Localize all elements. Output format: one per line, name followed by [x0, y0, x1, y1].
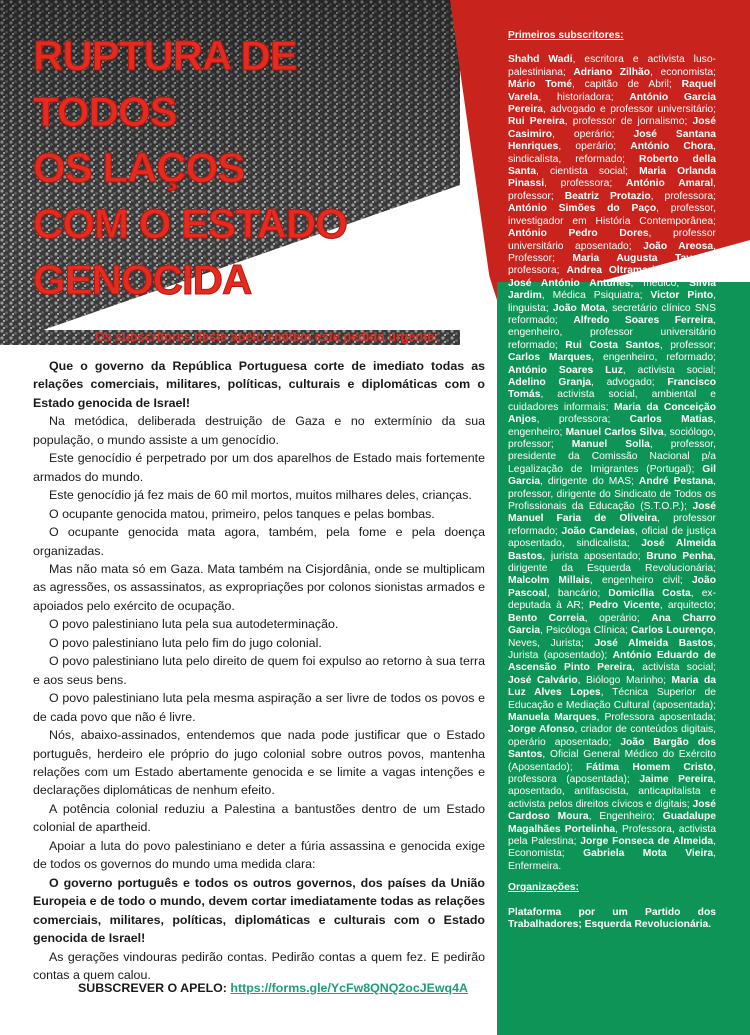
subscriber-role: , Neves, Jurista; — [508, 625, 716, 649]
subscriber-role: , professor universitário aposentado; — [508, 228, 716, 252]
subscriber-role: , advogado e professor universitário; — [542, 104, 716, 116]
subscriber-name: Maria Augusta Tavares — [572, 252, 714, 264]
appeal-paragraph: O ocupante genocida mata agora, também, pela fome e pela doença organizadas. — [33, 525, 485, 558]
appeal-paragraph: Este genocídio é perpetrado por um dos aparelhos de Estado mais fortemente armados do mundo. — [33, 451, 485, 484]
subscriber-role: , bancário; — [546, 587, 609, 599]
subscriber-name: Gabriela Mota Vieira — [583, 848, 714, 860]
appeal-paragraph: Este genocídio já fez mais de 60 mil mortos, muitos milhares deles, crianças. — [49, 488, 472, 503]
subscriber-role: , Técnica Superior de Educação e Mediação Cultural (aposentada); — [508, 687, 717, 711]
subscriber-name: José Almeida Bastos — [594, 637, 714, 649]
subscriber-role: , Jurista (aposentado); — [508, 637, 716, 661]
title-line: OS LAÇOS — [33, 144, 245, 191]
subscriber-role: , activista social; — [622, 364, 716, 376]
title-line: GENOCIDA — [33, 256, 252, 303]
subscriber-name: Carlos Lourenço — [631, 625, 714, 637]
title-line: RUPTURA DE TODOS — [33, 32, 297, 135]
subscriber-role: , médico; — [630, 277, 690, 289]
subscriber-role: , activista social, ambiental e cuidadores informais; — [508, 389, 716, 413]
subscriber-name: Mário Tomé — [508, 79, 572, 91]
subscriber-role: , engenheiro, reformado; — [591, 352, 716, 364]
subscriber-name: António Amaral — [625, 178, 714, 190]
subscriber-role: , dirigente do MAS; — [540, 476, 639, 488]
subscriber-role: , aposentado, antifascista, anticapitalista e activista pelos direitos cívicos e digitais; — [508, 773, 716, 810]
appeal-paragraph: Nós, abaixo-assinados, entendemos que nada pode justificar que o Estado português, herdeiro ele próprio do jugo colonial sobre outros povos, mantenha relações com um Estado abertamente genocida e se limite a vagas intenções e declarações diplomáticas de nenhum efeito. — [33, 728, 485, 798]
page-title — [33, 28, 393, 308]
subscribers-column — [508, 30, 716, 931]
subscriber-role: , cientista social; — [536, 166, 640, 178]
subscriber-role: , sindicalista, reformado; — [508, 141, 716, 165]
subscriber-name: Rui Pereira — [508, 116, 565, 128]
subscriber-name: Bento Correia — [508, 612, 585, 624]
subscriber-name: Guadalupe Magalhães Portelinha — [508, 811, 716, 835]
appeal-paragraph: O povo palestiniano luta pelo direito de quem foi expulso ao retorno à sua terra e aos seus bens. — [33, 654, 485, 687]
subscriber-role: , Médica Psiquiatra; — [541, 290, 651, 302]
subscriber-role: , Engenheiro; — [588, 811, 663, 823]
subscriber-name: Manuel Solla — [571, 439, 650, 450]
subscriber-role: , Oficial General Médico do Exército (Aposentado); — [508, 749, 716, 773]
subscriber-name: Shahd Wadi — [508, 54, 573, 66]
subscriber-name: José Calvário — [508, 674, 578, 686]
subscriber-role: , economista; — [650, 66, 716, 78]
subscriber-name: Jorge Afonso — [508, 724, 575, 736]
subscriber-name: Manuela Marques — [508, 711, 597, 723]
appeal-paragraph: O povo palestiniano luta pela mesma aspiração a ser livre de todos os povos e de cada povo que não é livre. — [33, 691, 485, 724]
subscriber-name: João Areosa — [643, 240, 714, 252]
subscriber-role: , secretário clínico SNS reformado; — [508, 302, 716, 326]
subscriber-role: , professor, investigador em História Contemporânea; — [508, 203, 716, 227]
subscriber-role: , professora; — [544, 178, 626, 190]
subscriber-role: , Professor; — [508, 240, 716, 264]
subscriber-name: José Casimiro — [508, 116, 717, 140]
subscriber-name: António Eduardo de Ascensão Pinto Pereira — [508, 649, 717, 674]
subscriber-name: António Pedro Dores — [508, 228, 649, 240]
appeal-paragraph: Que o governo da República Portuguesa corte de imediato todas as relações comerciais, militares, políticas, culturais e diplomáticas com o Estado genocida de Israel! — [33, 359, 485, 410]
subscriber-role: , Psicóloga Clínica; — [540, 625, 632, 637]
subscriber-role: , professor de jornalismo; — [564, 116, 693, 128]
subscriber-role: , engenheiro; — [508, 414, 716, 438]
appeal-paragraph: O ocupante genocida matou, primeiro, pelos tanques e pelas bombas. — [49, 506, 435, 521]
subscriber-role: , professora; — [508, 252, 716, 277]
subscriber-role: , Professora aposentada; — [596, 711, 717, 723]
subscriber-name: Domicília Costa — [608, 587, 691, 599]
subscriber-role: , Biólogo Marinho; — [577, 674, 672, 686]
subscriber-name: Carlos Marques — [508, 352, 592, 364]
subscriber-role: , Professora, activista pela Palestina; — [508, 823, 716, 847]
appeal-paragraph: A potência colonial reduziu a Palestina a bantustões dentro de um Estado colonial de apartheid. — [33, 801, 485, 835]
subscriber-name: Bruno Penha — [646, 550, 714, 562]
subscriber-role: , operário; — [552, 128, 634, 140]
subscriber-name: Adriano Zilhão — [573, 66, 651, 78]
subscriber-name: Gil Garcia — [508, 463, 716, 488]
subscriber-name: José António Antunes — [508, 277, 631, 289]
appeal-paragraph: O povo palestiniano luta pelo fim do jugo colonial. — [49, 635, 322, 650]
subscriber-name: Francisco Tomás — [508, 376, 716, 401]
subscriber-role: , Economista; — [508, 836, 716, 860]
subscriber-name: José Santana Henriques — [508, 128, 716, 153]
subscriber-role: , professora (aposentada); — [508, 761, 716, 785]
subscriber-name: João Bargão dos Santos — [508, 736, 716, 761]
subscriber-name: António Simões do Paço — [508, 203, 657, 215]
subscriber-name: Maria Orlanda Pinassi — [508, 166, 716, 190]
subscriber-role: , sociólogo, professor; — [508, 426, 716, 450]
subscribe-line — [78, 981, 468, 995]
subscriber-role: , engenheiro civil; — [589, 575, 692, 587]
subscriber-name: José Almeida Bastos — [508, 538, 716, 562]
title-line: COM O ESTADO — [33, 200, 347, 247]
subscriber-role: , operário; — [558, 141, 631, 153]
subscriber-name: Malcolm Millais — [508, 575, 590, 587]
subscriber-role: , professor, presidente da Comissão Nacional p/a Legalização de Imigrantes (Portugal); — [508, 439, 716, 475]
subscriber-role: , Enfermeira. — [508, 848, 716, 872]
subscriber-name: João Pascoal — [508, 575, 716, 599]
subscriber-role: , ex-deputada à AR; — [508, 587, 716, 612]
subscriber-name: José Manuel Faria de Oliveira — [508, 501, 716, 525]
subscriber-name: Ana Charro Garcia — [508, 612, 716, 637]
subscriber-name: Adelino Granja — [508, 376, 592, 388]
subscriber-name: José Cardoso Moura — [508, 798, 716, 823]
subscriber-role: , professor; — [508, 178, 717, 202]
subscriber-name: Rui Costa Santos — [565, 339, 660, 351]
subscriber-role: , professor; — [659, 339, 716, 351]
subscriber-role: , professora; — [650, 190, 716, 202]
subscribers-heading: Primeiros subscritores: — [508, 30, 624, 41]
subscriber-role: , professor reformado; — [508, 513, 716, 537]
subscriber-role: , linguista; — [508, 290, 717, 314]
subscriber-role: , dirigente da Esquerda Revolucionária; — [508, 550, 717, 575]
appeal-paragraph: O povo palestiniano luta pela sua autodeterminação. — [49, 617, 339, 632]
appeal-paragraph: Mas não mata só em Gaza. Mata também na Cisjordânia, onde se multiplicam as agressões, os assassinatos, as expropriações por colonos sionistas armados e apoiados pelo exército de ocupação. — [33, 561, 485, 613]
subscriber-role: , activista social; — [632, 662, 716, 674]
subscriber-role: , historiadora; — [538, 91, 630, 103]
subscriber-name: Carlos Matias — [629, 414, 714, 426]
subscribe-label: SUBSCREVER O APELO: — [78, 981, 227, 995]
subscriber-name: Victor Pinto — [650, 290, 714, 302]
subscriber-name: Manuel Carlos Silva — [565, 426, 664, 438]
subscriber-name: João Candeias — [561, 525, 636, 537]
subscriber-name: Jorge Fonseca de Almeida — [580, 836, 714, 847]
organizations-heading: Organizações: — [508, 882, 579, 894]
subscriber-role: , jurista aposentado; — [542, 550, 647, 562]
intro-statement: Os subscritores deste apelo emitem este pedido urgente: — [95, 330, 439, 344]
appeal-paragraph: As gerações vindouras pedirão contas. Pedirão contas a quem fez. E pedirão contas a quem calou. — [33, 949, 485, 982]
subscriber-name: Sílvia Jardim — [508, 277, 717, 302]
subscriber-name: Alfredo Soares Ferreira — [573, 314, 714, 326]
subscriber-role: , oficial de justiça aposentado, sindicalista; — [508, 525, 716, 550]
appeal-paragraph: Apoiar a luta do povo palestiniano e deter a fúria assassina e genocida exige de todos os governos do mundo uma medida clara: — [33, 838, 485, 872]
subscriber-name: Maria da Conceição Anjos — [508, 401, 716, 426]
subscriber-role: , professora; — [654, 265, 717, 277]
subscriber-name: Roberto della Santa — [508, 153, 716, 178]
subscriber-role: , escritora e activista luso-palestiniana; — [508, 54, 716, 78]
subscriber-name: Beatriz Protazio — [564, 190, 651, 202]
subscriber-name: Fátima Homem Cristo — [585, 761, 714, 773]
subscriber-role: , arquitecto; — [659, 600, 716, 612]
subscriber-role: , professora; — [536, 414, 630, 426]
subscriber-role: , criador de conteúdos digitais, operário aposentado; — [508, 724, 716, 748]
subscriber-name: Maria da Luz Alves Lopes — [508, 674, 717, 699]
subscribe-link[interactable]: https://forms.gle/YcFw8QNQ2ocJEwq4A — [230, 981, 468, 995]
appeal-paragraph: O governo português e todos os outros governos, dos países da União Europeia e de todo o mundo, devem cortar imediatamente todas as relações comerciais, militares, políticas, diplomáticas e culturais com o Estado genocida de Israel! — [33, 875, 485, 946]
subscribers-list — [508, 54, 716, 873]
subscriber-name: Andrea Oltramari — [566, 265, 655, 277]
subscriber-role: , advogado; — [591, 376, 668, 388]
subscriber-name: João Mota — [552, 302, 606, 314]
subscriber-role: , professor, dirigente do Sindicato de Todos os Profissionais da Educação (S.T.O.P.); — [508, 476, 716, 513]
subscriber-name: António Chora — [630, 141, 714, 153]
subscriber-role: , operário; — [584, 612, 652, 624]
subscriber-name: António Soares Luz — [508, 364, 623, 376]
subscriber-role: , engenheiro, professor universitário reformado; — [508, 314, 716, 351]
subscriber-name: André Pestana — [638, 476, 714, 488]
subscriber-name: António Garcia Pereira — [508, 91, 716, 116]
appeal-text — [33, 357, 485, 984]
appeal-paragraph: Na metódica, deliberada destruição de Gaza e no extermínio da sua população, o mundo assiste a um genocídio. — [33, 414, 485, 447]
subscriber-name: Raquel Varela — [508, 79, 716, 103]
subscriber-name: Jaime Pereira — [639, 773, 714, 785]
subscriber-role: , capitão de Abril; — [571, 79, 682, 91]
organizations-list: Plataforma por um Partido dos Trabalhadores; Esquerda Revolucionária. — [508, 906, 716, 931]
subscriber-name: Pedro Vicente — [588, 600, 660, 612]
